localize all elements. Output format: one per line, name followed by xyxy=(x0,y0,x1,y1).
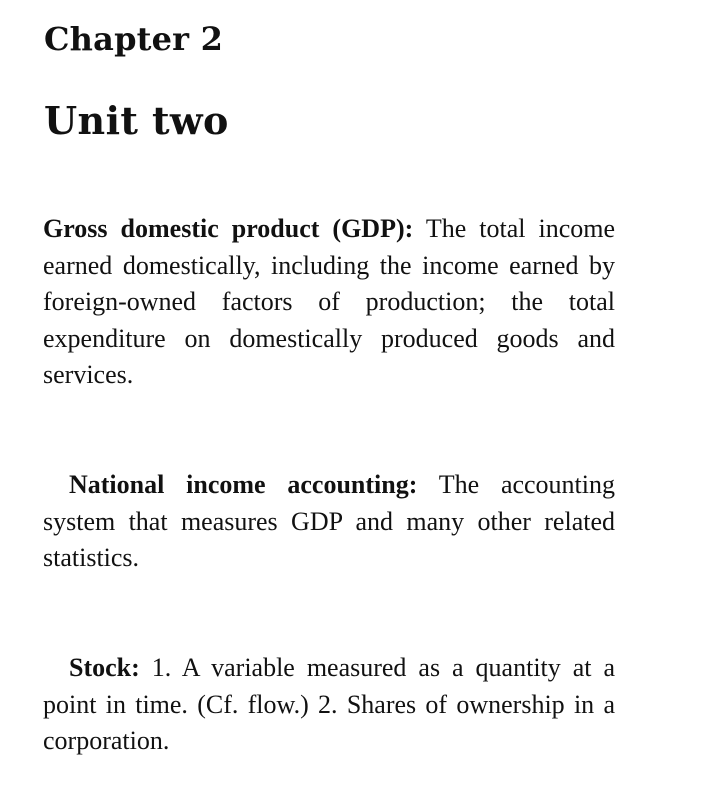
glossary-term: Stock: xyxy=(69,653,140,682)
glossary-definition: The total income earned domestically, including the income earned by foreign-owned factors of production; the total expenditure on domestically produced goods and services. xyxy=(43,214,615,389)
glossary-term: Gross domestic product (GDP): xyxy=(43,214,414,243)
glossary-definition: The accounting system that measures GDP and many other related statistics. xyxy=(43,470,616,572)
unit-heading: Unit two xyxy=(44,98,229,143)
glossary-entry-gdp xyxy=(43,211,615,394)
chapter-heading: Chapter 2 xyxy=(44,20,224,58)
glossary-entry-national-income-accounting xyxy=(43,467,615,577)
glossary-term: National income accounting: xyxy=(69,470,418,499)
glossary-entry-stock xyxy=(43,650,615,760)
glossary-definition: 1. A variable measured as a quantity at a point in time. (Cf. flow.) 2. Shares of ownership in a corporation. xyxy=(43,653,616,755)
